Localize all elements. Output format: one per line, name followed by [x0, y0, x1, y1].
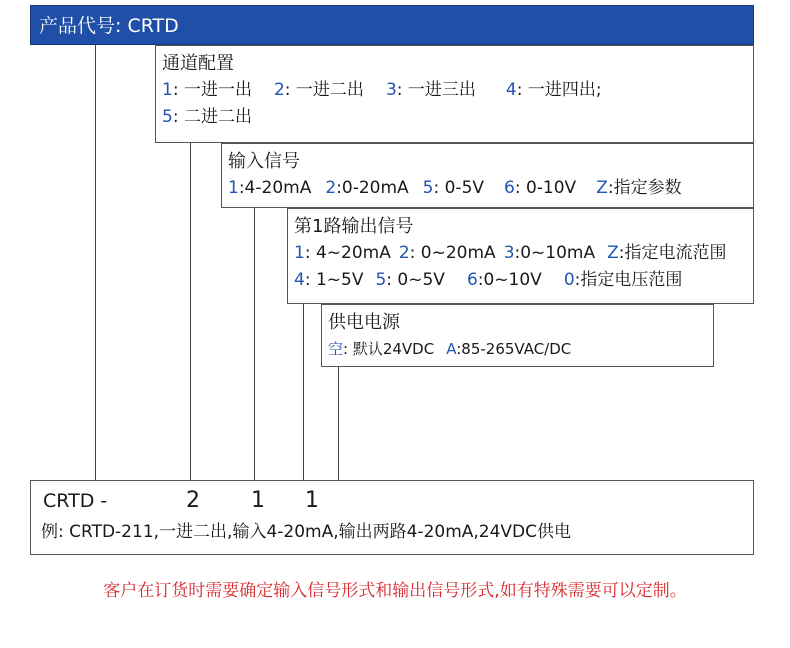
channel-option: 4: 一进四出;	[505, 80, 602, 100]
model-code-line	[41, 485, 743, 517]
channel-config-row-2	[162, 104, 747, 131]
output-option: 2: 0~20mA	[398, 243, 496, 263]
input-option: 2:0-20mA	[325, 178, 409, 198]
product-code-header	[30, 5, 754, 45]
output-option: 1: 4~20mA	[294, 243, 391, 263]
channel-config-title: 通道配置	[162, 53, 234, 74]
connector-line-power	[338, 367, 339, 480]
input-option: 5: 0-5V	[422, 178, 485, 198]
output-option: 3:0~10mA	[503, 243, 596, 263]
channel-option: 2: 一进二出	[273, 80, 364, 100]
channel-option: 5: 二进二出	[162, 107, 252, 127]
channel-option: 3: 一进三出	[385, 80, 476, 100]
connector-line-output	[303, 303, 304, 480]
model-digit-output: 1	[305, 488, 319, 513]
input-signal-title: 输入信号	[228, 151, 300, 172]
power-supply-row	[328, 336, 707, 363]
input-option: 1:4-20mA	[228, 178, 312, 198]
output-option: 0:指定电压范围	[563, 270, 683, 290]
output-option: 4: 1~5V	[294, 270, 364, 290]
input-option: Z:指定参数	[596, 178, 682, 198]
input-option: 6: 0-10V	[504, 178, 577, 198]
connector-line-input	[254, 207, 255, 480]
ordering-note: 客户在订货时需要确定输入信号形式和输出信号形式,如有特殊需要可以定制。	[103, 581, 687, 601]
header-title: 产品代号: CRTD	[39, 15, 179, 37]
connector-line-channel	[190, 142, 191, 480]
power-supply-title: 供电电源	[328, 312, 400, 333]
channel-option: 1: 一进一出	[162, 80, 252, 100]
input-signal-box	[221, 143, 754, 208]
model-prefix: CRTD -	[43, 490, 108, 512]
output-signal-row-2	[294, 267, 747, 294]
power-option: A:85-265VAC/DC	[446, 340, 572, 358]
output-option: 5: 0~5V	[375, 270, 445, 290]
channel-config-row-1	[162, 77, 747, 104]
channel-config-box	[155, 45, 754, 143]
power-option: 空: 默认24VDC	[328, 340, 435, 358]
output-signal-row-1	[294, 240, 747, 267]
connector-line-prefix	[95, 45, 96, 480]
input-signal-row	[228, 175, 747, 202]
model-digit-input: 1	[251, 488, 265, 513]
output-signal-box	[287, 208, 754, 304]
power-supply-box	[321, 304, 714, 367]
output-option: 6:0~10V	[466, 270, 542, 290]
model-example: 例: CRTD-211,一进二出,输入4-20mA,输出两路4-20mA,24VDC供电	[41, 522, 572, 542]
output-signal-title: 第1路输出信号	[294, 216, 414, 237]
model-digit-channel: 2	[186, 488, 200, 513]
model-code-box	[30, 480, 754, 555]
output-option: Z:指定电流范围	[607, 243, 727, 263]
